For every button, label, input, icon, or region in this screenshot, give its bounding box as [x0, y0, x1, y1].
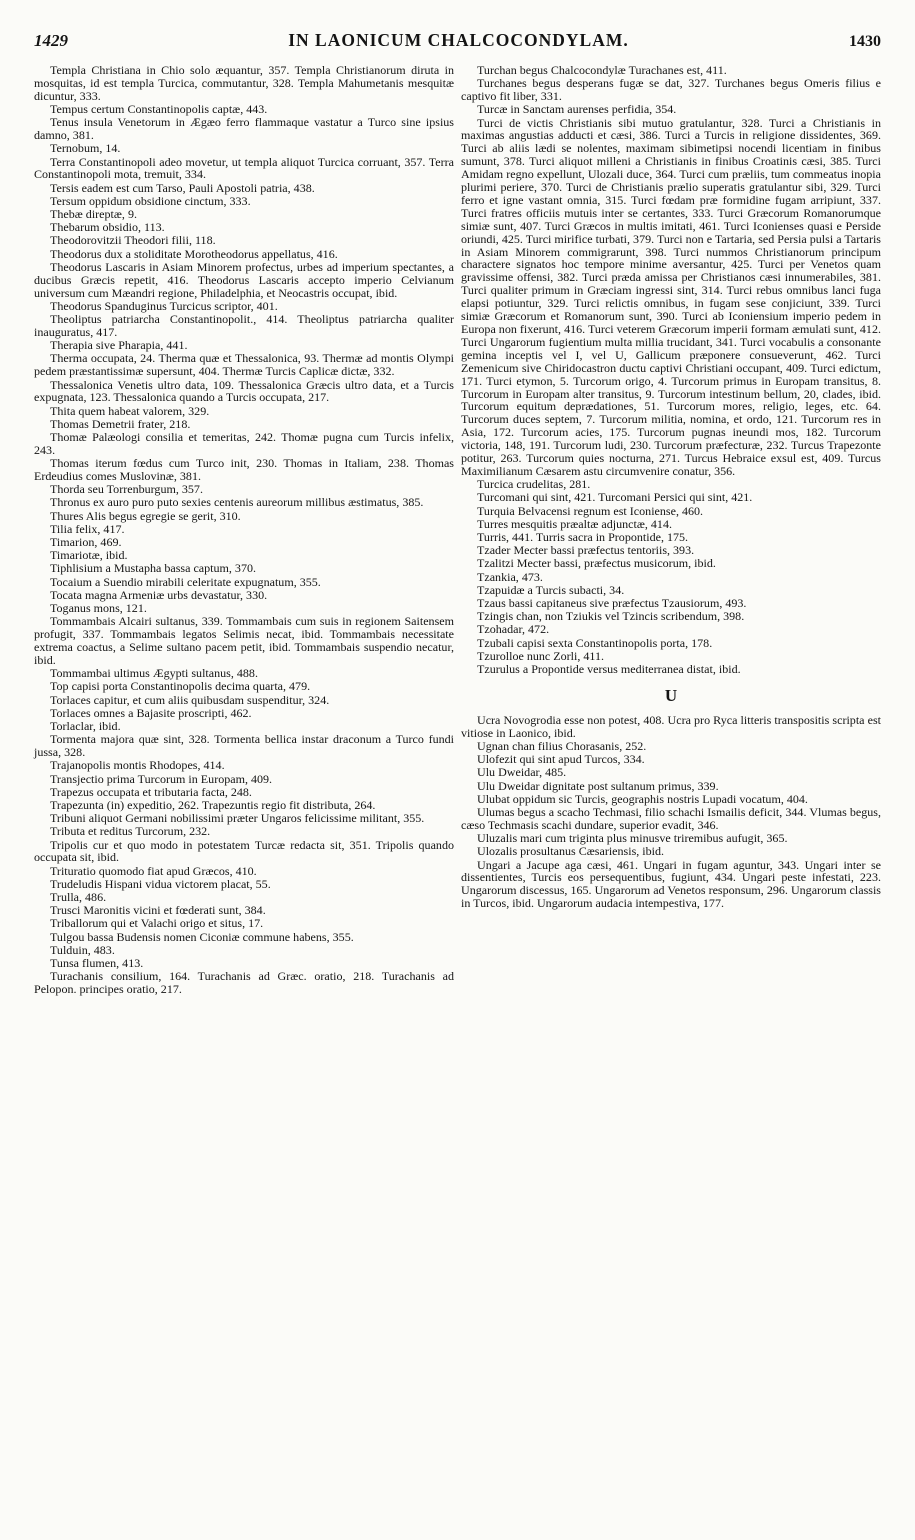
- index-entry: Trudeludis Hispani vidua victorem placat, 55.: [50, 876, 271, 891]
- index-entry: Timariotæ, ibid.: [50, 548, 128, 563]
- index-entry: Tiphlisium a Mustapha bassa captum, 370.: [50, 561, 257, 576]
- index-entry: Thomæ Palæologi consilia et temeritas, 242. Thomæ pugna cum Turcis infelix, 243.: [34, 430, 454, 457]
- index-entry: Templa Christiana in Chio solo æquantur, 357. Templa Christianorum diruta in mosquitas, id est templa Turcica, commutantur, 328. Templa Mahumetanis mesquitæ dicuntur, 333.: [34, 63, 454, 103]
- index-entry: Ulu Dweidar, 485.: [477, 765, 567, 780]
- index-entry: Timarion, 469.: [50, 535, 122, 550]
- index-entry: Turcæ in Sanctam aurenses perfidia, 354.: [477, 102, 677, 117]
- index-entry: Tzapuidæ a Turcis subacti, 34.: [477, 582, 625, 597]
- index-entry: Ulubat oppidum sic Turcis, geographis nostris Lupadi vocatum, 404.: [477, 791, 808, 806]
- index-entry: Tribuni aliquot Germani nobilissimi præter Ungaros felicissime militant, 355.: [50, 811, 425, 826]
- index-entry: Turachanis consilium, 164. Turachanis ad Græc. oratio, 218. Turachanis ad Pelopon. principes oratio, 217.: [34, 969, 454, 997]
- page-header: [34, 30, 881, 64]
- right-column: [461, 64, 881, 996]
- index-entry: Tocaium a Suendio mirabili celeritate expugnatum, 355.: [50, 574, 321, 589]
- index-entry: Trapezunta (in) expeditio, 262. Trapezuntis regio fit distributa, 264.: [50, 797, 376, 812]
- page-number-left: 1429: [34, 31, 68, 50]
- index-entry: Trajanopolis montis Rhodopes, 414.: [50, 758, 225, 773]
- index-columns: [34, 64, 881, 996]
- index-entry: Trapezus occupata et tributaria facta, 248.: [50, 784, 252, 799]
- index-entry: Turcica crudelitas, 281.: [477, 477, 591, 492]
- index-entry: Thebarum obsidio, 113.: [50, 220, 165, 235]
- index-entry: Thomas Demetrii frater, 218.: [50, 416, 191, 431]
- index-entry: Therapia sive Pharapia, 441.: [50, 338, 188, 353]
- index-entry: Thebæ direptæ, 9.: [50, 207, 137, 222]
- index-entry: Tzurulus a Propontide versus mediterranea distat, ibid.: [477, 662, 741, 677]
- index-entry: Torlaces omnes a Bajasite proscripti, 462.: [50, 705, 252, 720]
- index-entry: Tilia felix, 417.: [50, 521, 125, 536]
- index-entry: Ucra Novogrodia esse non potest, 408. Ucra pro Ryca litteris transpositis scripta est vitiose in Laonico, ibid.: [461, 712, 881, 740]
- index-entry: Theodorovitzii Theodori filii, 118.: [50, 233, 216, 248]
- index-entry: Tenus insula Venetorum in Ægæo ferro flammaque vastatur a Turco sine ipsius damno, 381.: [34, 115, 454, 143]
- index-entry: Turci de victis Christianis sibi mutuo gratulantur, 328. Turci a Christianis in maximas angustias adducti et cæsi, 386. Turci a Turcis in religione dissidentes, 369. Turci ab aliis lædi se nolentes, maximam sibimetipsi nocendi licentiam in finibus sumunt, 378. Turci aliquot milleni a Christianis in finibus Croatinis cæsi, 385. Turci Amidam regno expellunt, Ulozali duce, 364. Turci cum præliis, tum commeatus inopia plurimi periere, 370. Turci de Christianis prælio superatis gratulantur sibi, 329. Turci ferro et igne vastant omnia, 315. Turci fœdam præ formidine fugam arripiunt, 337. Turci fratres officiis mutuis inter se certantes, 333. Turci Græcorum Romanorumque simiæ sunt, 407. Turci Græcos in multis imitati, 461. Turci Iconienses quasi e Perside oriundi, 425. Turci mirifice turbati, 379. Turci non e Tartaria, sed Persia pulsi a Tartaris in Asiam Minorem commigrarunt, 398. Turci nummos Christianorum principum charactere signatos hoc tempore minime aversantur, 425. Turci per Venetos quam gravissime offensi, 382. Turci præda amissa per Christianos cæsi innumerabiles, 381. Turci qualiter primum in Græciam ingressi sint, 314. Turci rebus omnibus lanci fuga elapsi potiuntur, 329. Turci relictis omnibus, in fugam sese conjiciunt, 339. Turci simiæ Græcorum et Romanorum sunt, 390. Turci ab Iconiensium imperio pedem in Europa non fixerunt, 416. Turci veterem Græcorum imperii formam æmulati sunt, 412. Turci Ungarorum fugientium multa millia trucidant, 341. Turci vocabulis a consonante gemina inceptis vel I, vel U, Gallicum præponere consueverunt, 462. Turci Zemenicum sive Chiridocastron ductu captivi Christiani occupant, 409. Turci edictum, 171. Turci etymon, 5. Turcorum origo, 4. Turcorum primus in Europam transitus, 8. Turcorum in Europam alter transitus, 9. Turcorum intestinum bellum, 20, clades, ibid. Turcorum equitum deprædationes, 51. Turcorum mores, religio, leges, etc. 64. Turcorum duces septem, 7. Turcorum militia, nomina, et ordo, 121. Turcorum res in Asia, 172. Turcorum acies, 175. Turcorum pugnas ineundi mos, 182. Turcorum victoria, 148, 191. Turcorum ludi, 230. Turcorum præfecturæ, 232. Turcus Trapezonte potitur, 263. Turcorum quies nocturna, 271. Turcus Hebraice exsul est, 409. Turcus Maximilianum Cæsarem astu circumvenire conatur, 356.: [461, 115, 881, 478]
- index-entry: Tzankia, 473.: [477, 569, 543, 584]
- index-entry: Trulla, 486.: [50, 890, 107, 905]
- index-entry: Tripolis cur et quo modo in potestatem Turcæ redacta sit, 351. Tripolis quando occupata sit, ibid.: [34, 837, 454, 865]
- index-entry: Toganus mons, 121.: [50, 601, 147, 616]
- index-entry: Theodorus Spanduginus Turcicus scriptor, 401.: [50, 298, 278, 313]
- index-entry: Thures Alis begus egregie se gerit, 310.: [50, 508, 241, 523]
- page-number-right: 1430: [848, 33, 881, 50]
- index-entry: Thessalonica Venetis ultro data, 109. Thessalonica Græcis ultro data, et a Turcis expugnata, 123. Thessalonica quando a Turcis occupata, 217.: [34, 377, 454, 405]
- index-entry: Theodorus Lascaris in Asiam Minorem profectus, urbes ad imperium spectantes, a ducibus Græcis repetit, 416. Theodorus Lascaris accepto imperio Celvianum universum cum Mæandri regione, Philadelphia, et Neocastris occupat, ibid.: [34, 259, 454, 300]
- index-entry: Tzohadar, 472.: [477, 622, 550, 637]
- index-entry: Tributa et reditus Turcorum, 232.: [50, 824, 211, 839]
- index-entry: Ulu Dweidar dignitate post sultanum primus, 339.: [477, 778, 719, 793]
- index-entry: Ulumas begus a scacho Techmasi, filio schachi Ismailis deficit, 344. Vlumas begus, cæso Techmasis scachi dundare, superior evadit, 346.: [461, 805, 881, 832]
- index-entry: Tersis eadem est cum Tarso, Pauli Apostoli patria, 438.: [50, 180, 315, 195]
- index-entry: Trituratio quomodo fiat apud Græcos, 410.: [50, 863, 257, 878]
- index-entry: Thita quem habeat valorem, 329.: [50, 403, 210, 418]
- index-entry: Ulofezit qui sint apud Turcos, 334.: [477, 752, 645, 767]
- right-column-u-entries: [461, 714, 881, 910]
- index-entry: Therma occupata, 24. Therma quæ et Thessalonica, 93. Thermæ ad montis Olympi pedem præstantissimæ supersunt, 404. Thermæ Turcis Caplicæ dictæ, 332.: [34, 351, 454, 379]
- index-entry: Uluzalis mari cum triginta plus minusve triremibus aufugit, 365.: [477, 831, 788, 846]
- index-entry: Tzaus bassi capitaneus sive præfectus Tzausiorum, 493.: [477, 596, 747, 611]
- left-column: [34, 64, 454, 996]
- index-entry: Trusci Maronitis vicini et fœderati sunt, 384.: [50, 903, 266, 918]
- index-entry: Tzurolloe nunc Zorli, 411.: [477, 648, 605, 663]
- index-entry: Top capisi porta Constantinopolis decima quarta, 479.: [50, 679, 311, 694]
- index-entry: Tzalitzi Mecter bassi, præfectus musicorum, ibid.: [477, 556, 716, 571]
- section-letter-u: U: [664, 685, 678, 705]
- index-entry: Tunsa flumen, 413.: [50, 956, 144, 971]
- index-entry: Torlaces capitur, et cum aliis quibusdam suspenditur, 324.: [50, 692, 330, 707]
- index-entry: Thronus ex auro puro puto sexies centenis aureorum millibus æstimatus, 385.: [50, 495, 424, 510]
- index-entry: Turchanes begus desperans fugæ se dat, 327. Turchanes begus Omeris filius e captivo fit liber, 331.: [461, 76, 881, 104]
- index-entry: Tempus certum Constantinopolis captæ, 443.: [50, 102, 268, 117]
- index-entry: Turcomani qui sint, 421. Turcomani Persici qui sint, 421.: [477, 490, 753, 505]
- index-entry: Tersum oppidum obsidione cinctum, 333.: [50, 193, 251, 208]
- right-column-t-entries: [461, 64, 881, 676]
- index-entry: Ugnan chan filius Chorasanis, 252.: [477, 739, 647, 754]
- index-entry: Theodorus dux a stoliditate Morotheodorus appellatus, 416.: [50, 246, 338, 261]
- index-entry: Tocata magna Armeniæ urbs devastatur, 330.: [50, 587, 268, 602]
- index-entry: Ternobum, 14.: [50, 141, 121, 156]
- index-entry: Tormenta majora quæ sint, 328. Tormenta bellica instar draconum a Turco fundi jussa, 328.: [34, 732, 454, 760]
- index-entry: Tommambai ultimus Ægypti sultanus, 488.: [50, 666, 258, 681]
- index-entry: Turris, 441. Turris sacra in Propontide, 175.: [477, 530, 689, 544]
- index-entry: Transjectio prima Turcorum in Europam, 409.: [50, 771, 273, 786]
- index-entry: Tulduin, 483.: [50, 942, 115, 957]
- index-entry: Turres mesquitis præaltæ adjunctæ, 414.: [477, 516, 672, 531]
- index-entry: Ulozalis prosultanus Cæsariensis, ibid.: [477, 844, 665, 859]
- index-entry: Thomas iterum fœdus cum Turco init, 230. Thomas in Italiam, 238. Thomas Erdeudius comes Muslovinæ, 381.: [34, 456, 454, 484]
- index-entry: Tulgou bassa Budensis nomen Ciconiæ commune habens, 355.: [50, 929, 354, 944]
- index-entry: Terra Constantinopoli adeo movetur, ut templa aliquot Turcica corruant, 357. Terra Constantinopoli mota, tremuit, 334.: [34, 154, 454, 182]
- index-entry: Tzader Mecter bassi præfectus tentoriis, 393.: [477, 543, 695, 558]
- index-entry: Tommambais Alcairi sultanus, 339. Tommambais cum suis in regionem Saitensem profugit, 337. Tommambais legatos Selimis necat, ibid. Tommambais necessitate extrema coactus, a Selime sultano pacem petit, ibid. Tommambais suspendio necatur, ibid.: [34, 614, 454, 667]
- index-entry: Tzingis chan, non Tziukis vel Tzincis scribendum, 398.: [477, 609, 745, 624]
- index-entry: Ungari a Jacupe aga cæsi, 461. Ungari in fugam aguntur, 343. Ungari inter se dissentientes, Turcis eos persequentibus, fugiunt, 434. Ungari peste infestati, 223. Ungarorum discessus, 165. Ungarorum ad Venetos responsum, 296. Ungarorum classis in Turcos, ibid. Ungarorum audacia intempestiva, 177.: [461, 857, 881, 911]
- index-entry: Turquia Belvacensi regnum est Iconiense, 460.: [477, 503, 704, 518]
- index-entry: Tzubali capisi sexta Constantinopolis porta, 178.: [477, 635, 713, 650]
- index-entry: Thorda seu Torrenburgum, 357.: [50, 482, 203, 497]
- running-title: IN LAONICUM CHALCOCONDYLAM.: [288, 30, 629, 50]
- index-entry: Theoliptus patriarcha Constantinopolit., 414. Theoliptus patriarcha qualiter inauguratus, 417.: [34, 312, 454, 339]
- index-entry: Turchan begus Chalcocondylæ Turachanes est, 411.: [477, 63, 727, 77]
- index-entry: Torlaclar, ibid.: [50, 719, 121, 733]
- index-entry: Triballorum qui et Valachi origo et situs, 17.: [50, 916, 264, 931]
